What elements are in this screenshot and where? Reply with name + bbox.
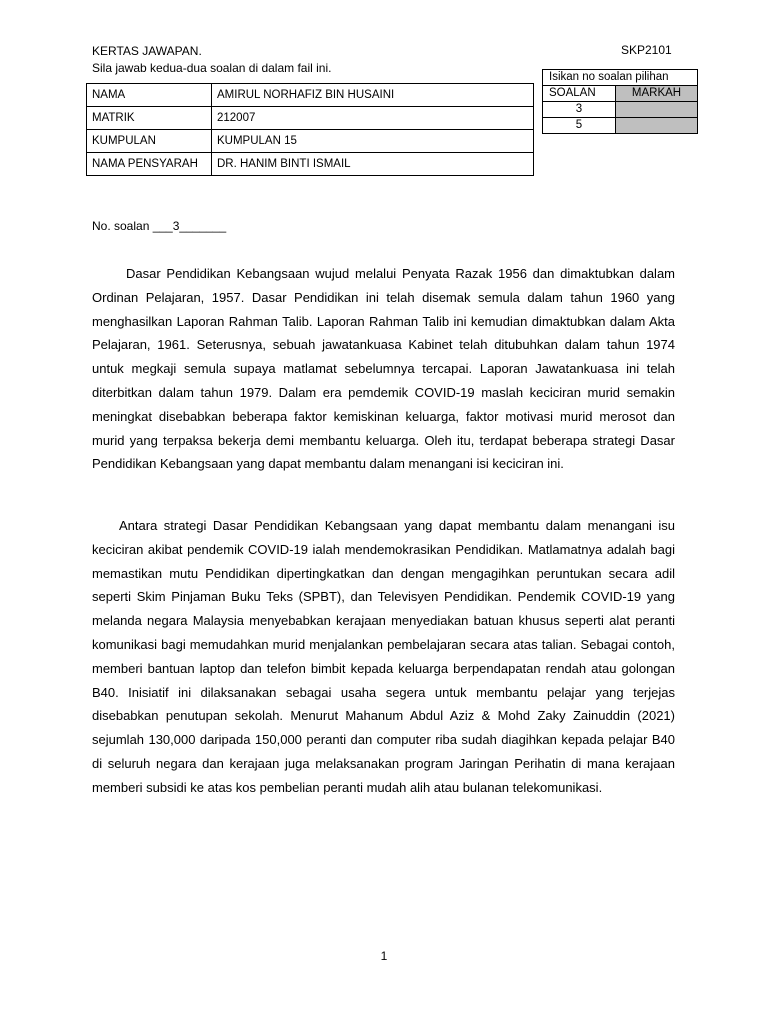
page-header <box>92 43 331 77</box>
question-number: 3 <box>543 102 616 118</box>
mark-table-title: Isikan no soalan pilihan <box>543 70 698 86</box>
table-row <box>87 153 534 176</box>
question-mark-table <box>542 69 698 134</box>
question-number-label: No. soalan ___3_______ <box>92 219 227 233</box>
question-number: 5 <box>543 118 616 134</box>
markah-header: MARKAH <box>616 86 698 102</box>
mark-cell <box>616 102 698 118</box>
answer-paragraph-1: Dasar Pendidikan Kebangsaan wujud melalui Penyata Razak 1956 dan dimaktubkan dalam Ordinan Pelajaran, 1957. Dasar Pendidikan ini telah disemak semula dalam tahun 1960 yang menghasilkan Laporan Rahman Talib. Laporan Rahman Talib ini kemudian dimaktubkan dalam Akta Pelajaran, 1961. Seterusnya, sebuah jawatankuasa Kabinet telah ditubuhkan dalam tahun 1974 untuk megkaji semula supaya matlamat sebelumnya tercapai. Laporan Jawatankuasa ini telah diterbitkan dalam tahun 1979. Dalam era pemdemik COVID-19 maslah keciciran murid semakin meningkat disebabkan beberapa faktor kemiskinan keluarga, faktor motivasi murid merosot dan murid yang terpaksa bekerja demi membantu keluarga. Oleh itu, terdapat beberapa strategi Dasar Pendidikan Kebangsaan yang dapat membantu dalam menangani isi keciciran ini. <box>92 266 675 472</box>
table-row <box>543 70 698 86</box>
student-info-table <box>86 83 534 176</box>
mark-cell <box>616 118 698 134</box>
table-row <box>543 118 698 134</box>
page-number: 1 <box>380 949 388 963</box>
soalan-header: SOALAN <box>543 86 616 102</box>
header-instruction: Sila jawab kedua-dua soalan di dalam fail ini. <box>92 61 332 75</box>
table-row <box>87 84 534 107</box>
table-row <box>87 130 534 153</box>
info-value: 212007 <box>212 107 534 130</box>
answer-paragraph-2: Antara strategi Dasar Pendidikan Kebangsaan yang dapat membantu dalam menangani isu keciciran akibat pendemik COVID-19 ialah mendemokrasikan Pendidikan. Matlamatnya adalah bagi memastikan mutu Pendidikan dipertingkatkan dan dengan mengagihkan peruntukan secara adil seperti Skim Pinjaman Buku Teks (SPBT), dan Televisyen Pendidikan. Pendemik COVID-19 yang melanda negara Malaysia menyebabkan kerajaan menyediakan batuan khusus seperti alat peranti komunikasi bagi memudahkan murid menjalankan pembelajaran secara atas talian. Sebagai contoh, memberi bantuan laptop dan telefon bimbit kepada keluarga berpendapatan rendah atau golongan B40. Inisiatif ini dilaksanakan sebagai usaha segera untuk membantu pelajar yang terjejas disebabkan penutupan sekolah. Menurut Mahanum Abdul Aziz & Mohd Zaky Zainuddin (2021) sejumlah 130,000 daripada 150,000 peranti dan computer riba sudah diagihkan kepada pelajar B40 di seluruh negara dan kerajaan juga melaksanakan program Jaringan Perihatin di mana kerajaan memberi subsidi ke atas kos pembelian peranti mudah alih atau bulanan telekomunikasi. <box>92 518 675 795</box>
info-value: DR. HANIM BINTI ISMAIL <box>212 153 534 176</box>
table-row <box>543 86 698 102</box>
info-label: NAMA <box>87 84 212 107</box>
info-value: AMIRUL NORHAFIZ BIN HUSAINI <box>212 84 534 107</box>
info-label: NAMA PENSYARAH <box>87 153 212 176</box>
info-label: KUMPULAN <box>87 130 212 153</box>
header-title: KERTAS JAWAPAN. <box>92 44 202 58</box>
table-row <box>543 102 698 118</box>
table-row <box>87 107 534 130</box>
course-code: SKP2101 <box>621 43 672 57</box>
info-label: MATRIK <box>87 107 212 130</box>
info-value: KUMPULAN 15 <box>212 130 534 153</box>
